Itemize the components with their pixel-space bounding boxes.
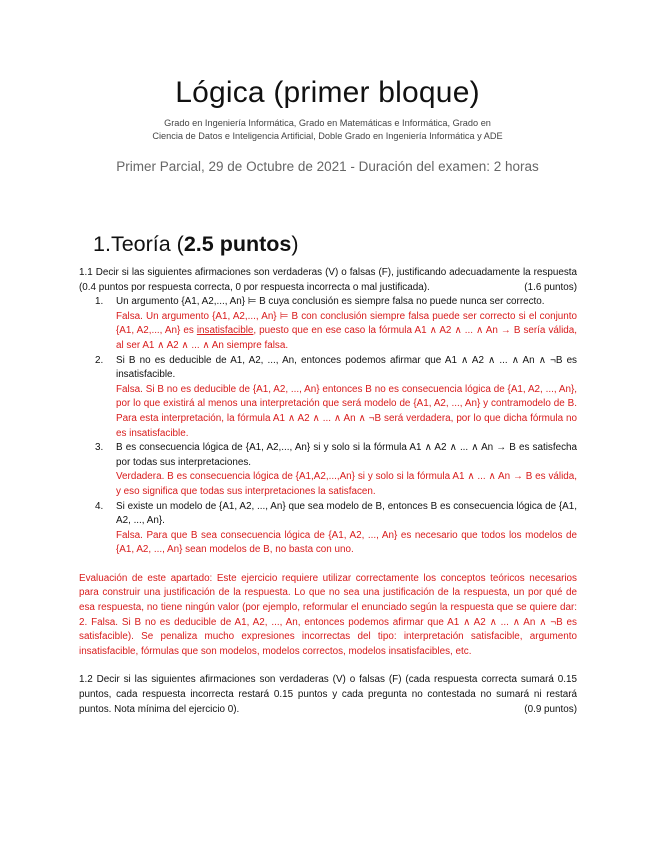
item-number: 3. (95, 442, 104, 454)
section-heading (93, 232, 299, 257)
evaluation-note: Evaluación de este apartado: Este ejercicio requiere utilizar correctamente los conceptos teóricos necesarios para construir una justificación de la respuesta. Lo que no sea una justificación de la respuesta, un por qué de esa respuesta, no tiene ningún valor (por ejemplo, reformular el enunciado según la respuesta que se quiere dar: 2. Falsa. Si B no es deducible de A1, A2, ..., An, entonces podemos afirmar que A1 ∧ A2 ∧ ... ∧ An ∧ ¬B es satisfacible). Se penaliza mucho expresiones incorrectas del tipo: interpretación satisfacible, argumento insatisfacible, fórmulas que son modelos, modelos correctos, modelos insatisfacibles, etc. (79, 572, 577, 657)
item-number: 4. (95, 500, 104, 512)
list-item (79, 354, 577, 442)
item-answer-underlined: insatisfacible (196, 325, 254, 337)
question-1-2-points: (0.9 puntos) (524, 703, 577, 715)
list-item (79, 441, 577, 499)
question-1-1 (79, 266, 577, 295)
item-statement: Un argumento {A1, A2,..., An} ⊨ B cuya conclusión es siempre falsa no puede nunca ser correcto. (116, 296, 545, 308)
list-item (79, 295, 577, 353)
section-close: ) (291, 232, 299, 256)
degree-programs-line-2: Ciencia de Datos e Inteligencia Artificial, Doble Grado en Ingeniería Informática y ADE (152, 131, 503, 141)
item-answer: Falsa. Si B no es deducible de {A1, A2, ..., An} entonces B no es consecuencia lógica de {A1, A2, ..., An}, por lo que existirá al menos una interpretación que será modelo de {A1, A2, ..., An} y contramodelo de B. Para esta interpretación, la fórmula A1 ∧ A2 ∧ ... ∧ An ∧ ¬B será verdadera, por lo que dicha fórmula no es insatisfacible. (116, 383, 577, 439)
item-number: 2. (95, 354, 104, 366)
section-points: 2.5 puntos (183, 232, 292, 256)
section-content (79, 266, 577, 717)
degree-programs-line-1: Grado en Ingeniería Informática, Grado en Matemáticas e Informática, Grado en (164, 118, 491, 128)
question-1-2 (79, 673, 577, 717)
statement-list (79, 295, 577, 558)
section-number: 1. (93, 232, 111, 256)
question-1-1-text: 1.1 Decir si las siguientes afirmaciones son verdaderas (V) o falsas (F), justificando adecuadamente la respuesta (0.4 puntos por respuesta correcta, 0 por respuesta incorrecta o mal justificada). (79, 267, 577, 293)
document-title: Lógica (primer bloque) (175, 76, 480, 109)
section-name: Teoría ( (110, 232, 184, 256)
item-answer-part: Falsa. Un argumento {A1, A2,..., An} ⊨ B con conclusión siempre falsa puede ser correcto si el conjunto {A1, A2,..., An} es (116, 310, 577, 337)
question-1-1-points: (1.6 puntos) (524, 281, 577, 293)
item-statement: B es consecuencia lógica de {A1, A2,..., An} si y solo si la fórmula A1 ∧ A2 ∧ ... ∧ An → B es satisfecha por todas sus interpretaciones. (116, 442, 577, 468)
item-answer (116, 310, 577, 354)
item-number: 1. (95, 296, 104, 308)
question-1-2-text: 1.2 Decir si las siguientes afirmaciones son verdaderas (V) o falsas (F) (cada respuesta correcta sumará 0.15 puntos, cada respuesta incorrecta restará 0.15 puntos y cada pregunta no contestada no sumará ni restará puntos. Nota mínima del ejercicio 0). (79, 674, 577, 715)
exam-info: Primer Parcial, 29 de Octubre de 2021 - Duración del examen: 2 horas (116, 159, 539, 174)
list-item (79, 500, 577, 558)
item-statement: Si existe un modelo de {A1, A2, ..., An} que sea modelo de B, entonces B es consecuencia lógica de {A1, A2, ..., An}. (116, 500, 577, 527)
degree-programs (0, 117, 655, 143)
item-answer: Falsa. Para que B sea consecuencia lógica de {A1, A2, ..., An} es necesario que todos los modelos de {A1, A2, ..., An} sean modelos de B, no basta con uno. (116, 529, 577, 556)
item-answer: Verdadera. B es consecuencia lógica de {A1,A2,...,An} si y solo si la fórmula A1 ∧ ... ∧ An → B es válida, y eso significa que todas sus interpretaciones la satisfacen. (116, 471, 577, 497)
item-answer-part: , puesto que en ese caso la fórmula A1 ∧ A2 ∧ ... ∧ An → B sería válida, al ser A1 ∧ A2 ∧ ... ∧ An siempre falsa. (116, 325, 578, 351)
item-statement: Si B no es deducible de A1, A2, ..., An, entonces podemos afirmar que A1 ∧ A2 ∧ ... ∧ An ∧ ¬B es insatisfacible. (116, 354, 577, 381)
